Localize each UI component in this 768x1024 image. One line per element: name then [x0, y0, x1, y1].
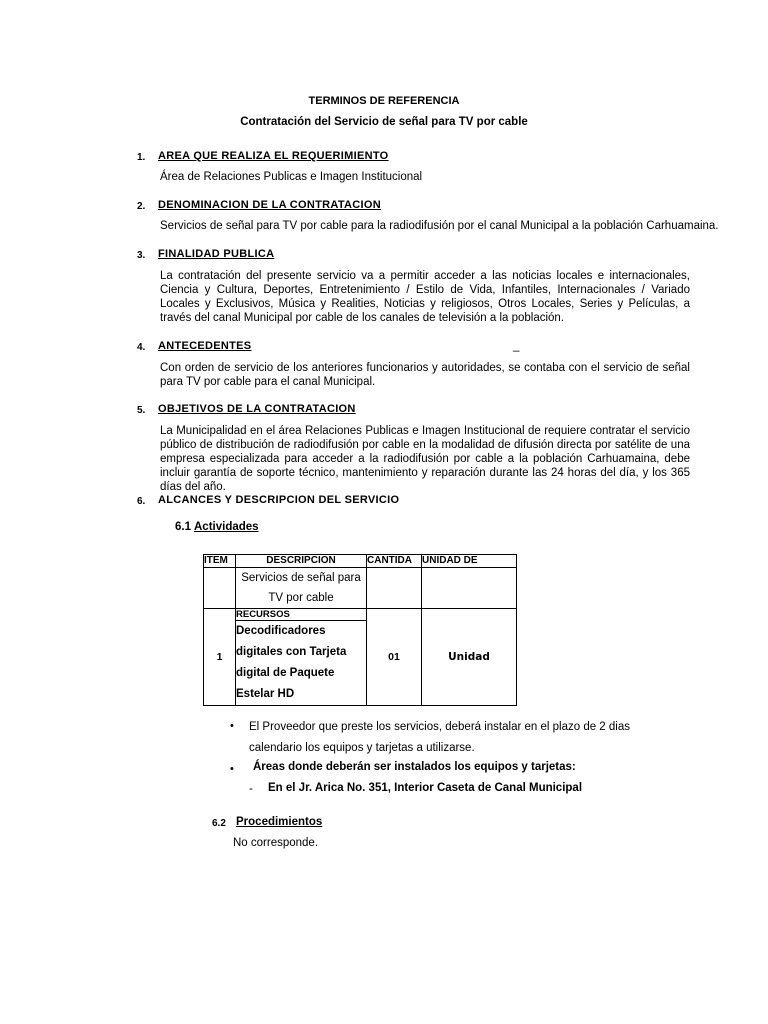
section-heading: DENOMINACION DE LA CONTRATACION — [158, 199, 381, 211]
subsection-heading: Actividades — [194, 521, 259, 533]
recursos-label: RECURSOS — [236, 609, 366, 621]
section-body: La Municipalidad en el área Relaciones Publicas e Imagen Institucional de requiere contratar el servicio público de distribución de radiodifusión por cable en la modalidad de difusión directa por satélite de una empresa especializada para acceder a la radiodifusión por cable a la población Carhuamaina, debe incluir garantía de soporte técnico, mantenimiento y reparación durante las 24 horas del día, y los 365 días del año. — [160, 425, 690, 493]
header-description: DESCRIPCION — [236, 555, 367, 568]
trailing-mark: _ — [513, 340, 520, 352]
section-body: Con orden de servicio de los anteriores funcionarios y autoridades, se contaba con el servicio de señal para TV por cable para el canal Municipal. — [160, 362, 690, 388]
subsection-body: No corresponde. — [233, 837, 319, 849]
subbullet-text: En el Jr. Arica No. 351, Interior Caseta de Canal Municipal — [268, 782, 583, 794]
item-cell: 1 — [204, 609, 236, 706]
description-text: Decodificadores digitales con Tarjeta digital de Paquete Estelar HD — [236, 625, 347, 700]
header-unit: UNIDAD DE — [422, 555, 517, 568]
quantity-cell: 01 — [367, 609, 422, 706]
section-body: Área de Relaciones Publicas e Imagen Institucional — [160, 171, 423, 183]
section-number: 3. — [137, 250, 146, 261]
bullet-icon: • — [230, 720, 234, 732]
section-number: 2. — [137, 201, 146, 212]
description-cell — [236, 609, 367, 706]
table-row — [204, 568, 517, 609]
document-title: TERMINOS DE REFERENCIA — [308, 95, 460, 107]
bullet-text: El Proveedor que preste los servicios, deberá instalar en el plazo de 2 dias calendario los equipos y tarjetas a utilizarse. — [249, 721, 630, 754]
section-heading: OBJETIVOS DE LA CONTRATACION — [158, 403, 356, 415]
bullet-text: Áreas donde deberán ser instalados los equipos y tarjetas: — [253, 761, 576, 773]
section-heading: FINALIDAD PUBLICA — [158, 248, 275, 260]
section-number: 5. — [137, 405, 146, 416]
section-body: Servicios de señal para TV por cable para la radiodifusión por el canal Municipal a la población Carhuamaina. — [160, 220, 719, 232]
section-number: 6. — [137, 496, 146, 507]
subsection-number: 6.2 — [212, 818, 226, 829]
requirements-table — [203, 554, 517, 706]
header-quantity: CANTIDA — [367, 555, 422, 568]
section-number: 1. — [137, 152, 146, 163]
service-cell: Servicios de señal para TV por cable — [236, 568, 367, 609]
table-header-row — [204, 555, 517, 568]
section-heading: ANTECEDENTES — [158, 340, 252, 352]
table-row — [204, 609, 517, 706]
section-heading: AREA QUE REALIZA EL REQUERIMIENTO — [158, 150, 389, 162]
section-body: La contratación del presente servicio va a permitir acceder a las noticias locales e internacionales, Ciencia y Cultura, Deportes, Entretenimiento / Estilo de Vida, Infantiles, Internacionales / Variado Locales y Exclusivos, Música y Realities, Noticias y religiosos, Otros Locales, Series y Películas, a través del canal Municipal por cable de los canales de televisión a la población. — [160, 270, 690, 324]
section-number: 4. — [137, 342, 146, 353]
section-heading: ALCANCES Y DESCRIPCION DEL SERVICIO — [158, 494, 400, 506]
bullet-icon: • — [230, 763, 234, 775]
document-subtitle: Contratación del Servicio de señal para TV por cable — [240, 116, 528, 128]
subsection-heading: Procedimientos — [236, 816, 323, 828]
header-item: ITEM — [204, 555, 236, 568]
subsection-number: 6.1 — [175, 521, 191, 533]
unit-cell: Unidad — [422, 609, 517, 706]
dash-icon: - — [249, 783, 253, 795]
